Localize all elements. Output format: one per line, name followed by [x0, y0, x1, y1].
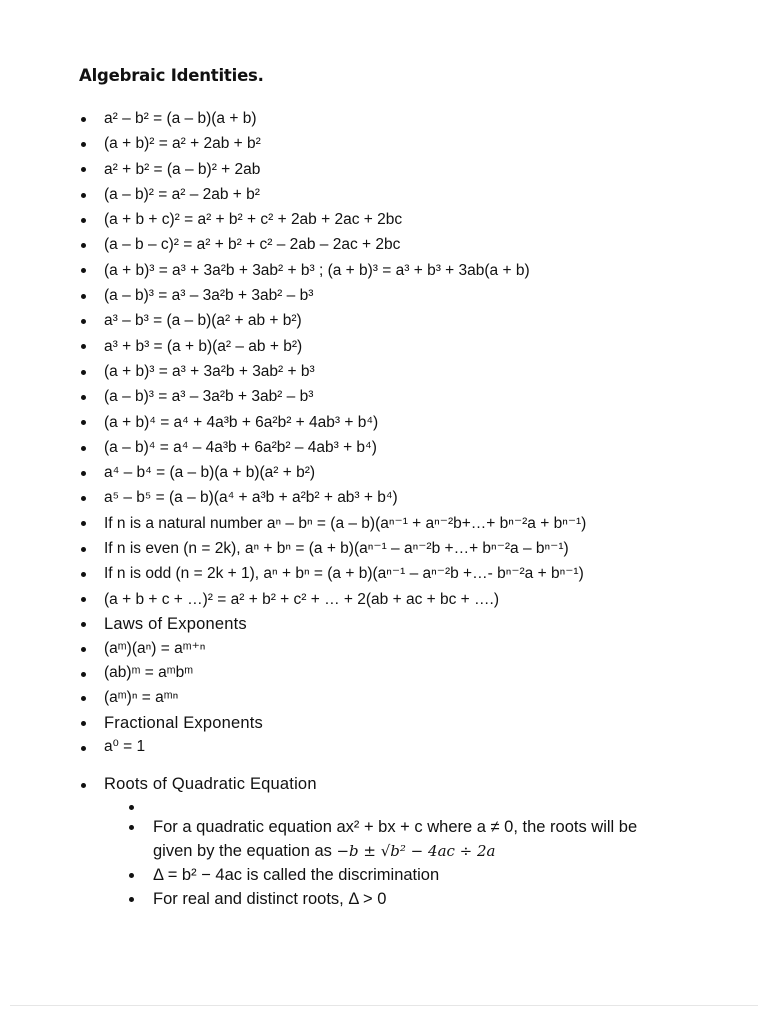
roots-line-2: given by the equation as — [153, 842, 337, 860]
list-item: (aᵐ)ⁿ = aᵐⁿ — [0, 686, 768, 711]
identity-list — [0, 106, 768, 797]
list-item: If n is odd (n = 2k + 1), aⁿ + bⁿ = (a + b)(aⁿ⁻¹ – aⁿ⁻²b +…- bⁿ⁻²a + bⁿ⁻¹) — [0, 561, 768, 586]
list-item: a² – b² = (a – b)(a + b) — [0, 106, 768, 131]
list-item: (a + b + c + …)² = a² + b² + c² + … + 2(ab + ac + bc + ….) — [0, 587, 768, 612]
roots-sublist — [0, 795, 768, 911]
list-item: Δ = b² − 4ac is called the discrimination — [0, 863, 768, 887]
list-item: (a + b)³ = a³ + 3a²b + 3ab² + b³ — [0, 359, 768, 384]
list-item: a³ – b³ = (a – b)(a² + ab + b²) — [0, 308, 768, 333]
page-title: Algebraic Identities. — [79, 66, 264, 85]
list-item: (a + b)⁴ = a⁴ + 4a³b + 6a²b² + 4ab³ + b⁴) — [0, 410, 768, 435]
list-item: (aᵐ)(aⁿ) = aᵐ⁺ⁿ — [0, 637, 768, 662]
list-item: a⁴ – b⁴ = (a – b)(a + b)(a² + b²) — [0, 460, 768, 485]
roots-heading: Roots of Quadratic Equation — [0, 772, 768, 797]
list-item: (ab)ᵐ = aᵐbᵐ — [0, 661, 768, 686]
list-item: a² + b² = (a – b)² + 2ab — [0, 157, 768, 182]
list-item: (a – b)⁴ = a⁴ – 4a³b + 6a²b² – 4ab³ + b⁴) — [0, 435, 768, 460]
list-item: (a – b)³ = a³ – 3a²b + 3ab² – b³ — [0, 283, 768, 308]
list-item: (a – b – c)² = a² + b² + c² – 2ab – 2ac + 2bc — [0, 232, 768, 257]
list-item: (a – b)² = a² – 2ab + b² — [0, 182, 768, 207]
list-item: For real and distinct roots, Δ > 0 — [0, 887, 768, 911]
page-divider — [10, 1005, 758, 1006]
list-item: If n is even (n = 2k), aⁿ + bⁿ = (a + b)(aⁿ⁻¹ – aⁿ⁻²b +…+ bⁿ⁻²a – bⁿ⁻¹) — [0, 536, 768, 561]
fractional-heading: Fractional Exponents — [0, 711, 768, 736]
list-item: a³ + b³ = (a + b)(a² – ab + b²) — [0, 334, 768, 359]
laws-heading: Laws of Exponents — [0, 612, 768, 637]
list-item: (a + b)³ = a³ + 3a²b + 3ab² + b³ ; (a + b)³ = a³ + b³ + 3ab(a + b) — [0, 258, 768, 283]
list-item: (a + b)² = a² + 2ab + b² — [0, 131, 768, 156]
list-item — [0, 815, 768, 863]
list-item: If n is a natural number aⁿ – bⁿ = (a – b)(aⁿ⁻¹ + aⁿ⁻²b+…+ bⁿ⁻²a + bⁿ⁻¹) — [0, 511, 768, 536]
list-item: a⁵ – b⁵ = (a – b)(a⁴ + a³b + a²b² + ab³ + b⁴) — [0, 485, 768, 510]
list-item: (a + b + c)² = a² + b² + c² + 2ab + 2ac + 2bc — [0, 207, 768, 232]
quadratic-formula: −b ± √b² − 4ac ÷ 2a — [336, 842, 496, 860]
empty-list-item — [0, 795, 768, 815]
list-item: (a – b)³ = a³ – 3a²b + 3ab² – b³ — [0, 384, 768, 409]
roots-line-1: For a quadratic equation ax² + bx + c where a ≠ 0, the roots will be — [153, 818, 638, 836]
list-item: a⁰ = 1 — [0, 735, 768, 760]
